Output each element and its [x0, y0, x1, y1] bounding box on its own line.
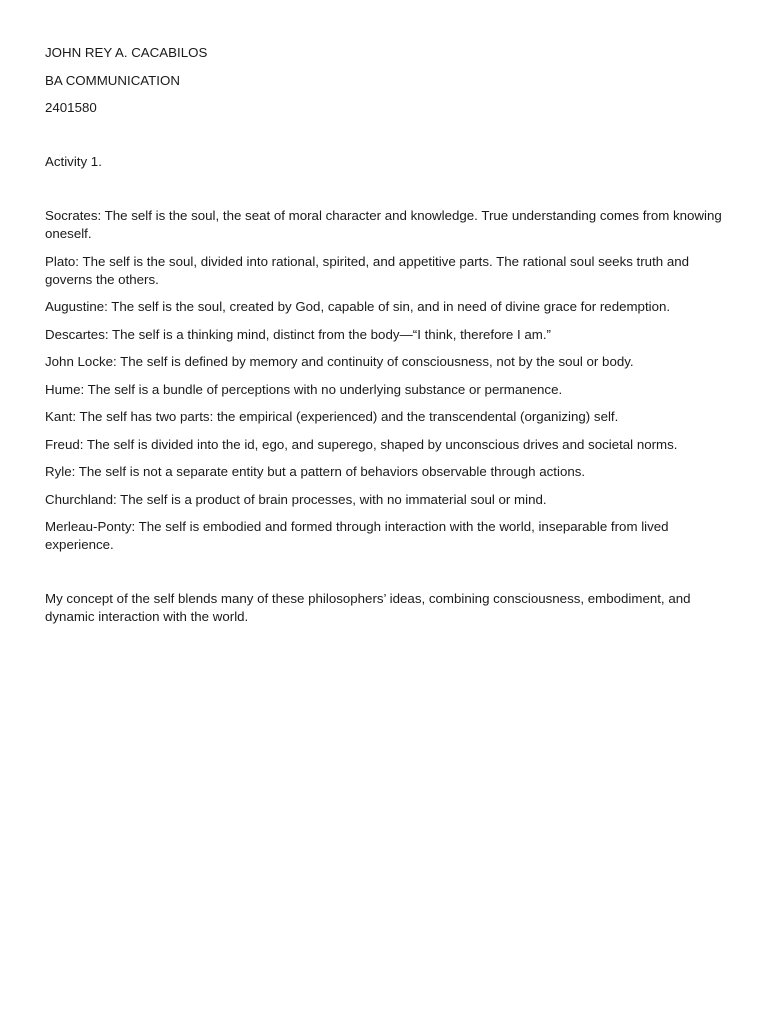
philosopher-entry-hume: Hume: The self is a bundle of perceptions with no underlying substance or permanence. [45, 381, 563, 397]
conclusion-paragraph: My concept of the self blends many of these philosophers’ ideas, combining consciousness, embodiment, and dynamic interaction with the world. [45, 591, 691, 624]
philosopher-entry-kant: Kant: The self has two parts: the empirical (experienced) and the transcendental (organizing) self. [45, 409, 619, 424]
philosopher-list [45, 207, 735, 554]
philosopher-entry-plato: Plato: The self is the soul, divided into rational, spirited, and appetitive parts. The rational soul seeks truth and governs the others. [45, 253, 690, 287]
philosopher-entry-churchland: Churchland: The self is a product of brain processes, with no immaterial soul or mind. [45, 491, 547, 507]
student-name: JOHN REY A. CACABILOS [45, 45, 208, 60]
philosopher-entry-ryle: Ryle: The self is not a separate entity but a pattern of behaviors observable through actions. [45, 464, 586, 479]
philosopher-entry-socrates: Socrates: The self is the soul, the seat of moral character and knowledge. True understanding comes from knowing oneself. [45, 208, 722, 241]
philosopher-entry-augustine: Augustine: The self is the soul, created by God, capable of sin, and in need of divine grace for redemption. [45, 299, 671, 314]
philosopher-entry-descartes: Descartes: The self is a thinking mind, distinct from the body—“I think, therefore I am.” [45, 326, 551, 342]
document-body [45, 44, 735, 626]
student-program: BA COMMUNICATION [45, 72, 180, 88]
philosopher-entry-freud: Freud: The self is divided into the id, ego, and superego, shaped by unconscious drives and societal norms. [45, 436, 678, 452]
philosopher-entry-merleau-ponty: Merleau-Ponty: The self is embodied and formed through interaction with the world, inseparable from lived experience. [45, 519, 669, 552]
philosopher-entry-locke: John Locke: The self is defined by memory and continuity of consciousness, not by the soul or body. [45, 354, 634, 369]
activity-title: Activity 1. [45, 154, 102, 169]
student-id: 2401580 [45, 100, 97, 115]
